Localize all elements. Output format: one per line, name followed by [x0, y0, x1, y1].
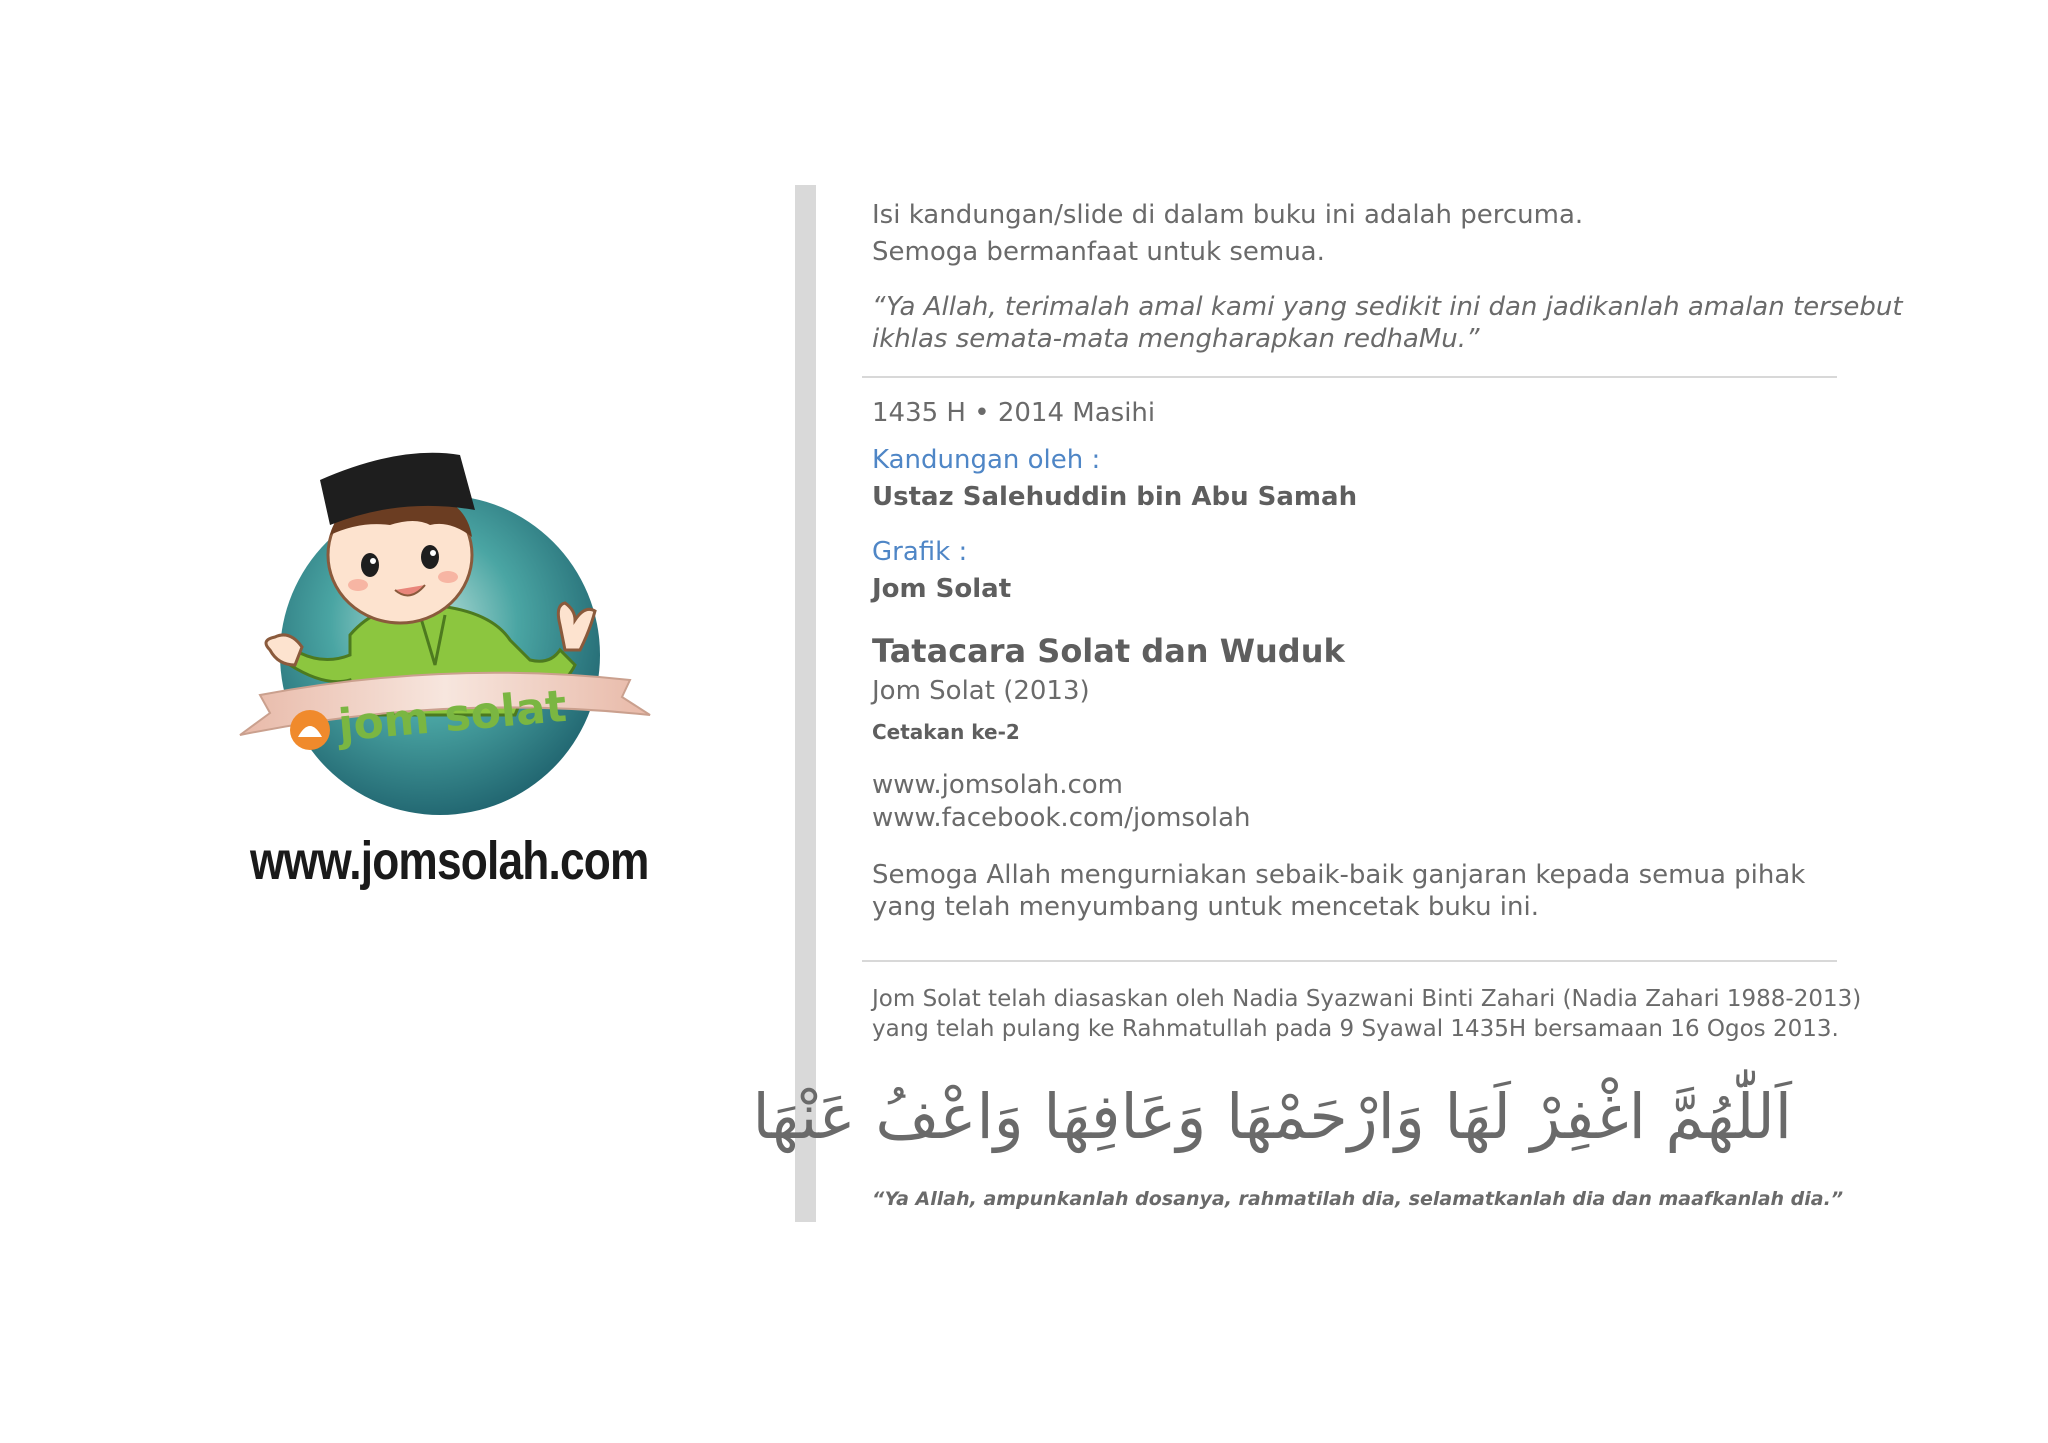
prayer-line-1: “Ya Allah, terimalah amal kami yang sedikit ini dan jadikanlah amalan tersebut	[872, 292, 1903, 322]
arabic-dua: اَللّٰهُمَّ اغْفِرْ لَهَا وَارْحَمْهَا وَعَافِهَا وَاعْفُ عَنْهَا	[752, 1080, 1792, 1153]
founder-line-2: yang telah pulang ke Rahmatullah pada 9 Syawal 1435H bersamaan 16 Ogos 2013.	[872, 1016, 1839, 1042]
dua-translation: “Ya Allah, ampunkanlah dosanya, rahmatilah dia, selamatkanlah dia dan maafkanlah dia.”	[872, 1188, 1844, 1210]
intro-line-1: Isi kandungan/slide di dalam buku ini adalah percuma.	[872, 200, 1584, 230]
graphic-label: Grafik :	[872, 537, 968, 567]
book-edition: Cetakan ke-2	[872, 720, 1020, 744]
book-publisher: Jom Solat (2013)	[872, 676, 1090, 706]
website-link[interactable]: www.jomsolah.com	[872, 770, 1124, 800]
jom-solat-mascot-logo	[230, 425, 660, 825]
content-label: Kandungan oleh :	[872, 445, 1101, 475]
brand-text: jom solat	[336, 680, 569, 752]
left-hand	[266, 635, 302, 665]
graphic-author: Jom Solat	[872, 574, 1012, 604]
founder-line-1: Jom Solat telah diasaskan oleh Nadia Syazwani Binti Zahari (Nadia Zahari 1988-2013)	[872, 986, 1862, 1012]
book-title: Tatacara Solat dan Wuduk	[872, 632, 1345, 670]
section-rule-2	[862, 960, 1837, 962]
year-line: 1435 H • 2014 Masihi	[872, 398, 1156, 428]
facebook-link[interactable]: www.facebook.com/jomsolah	[872, 803, 1251, 833]
content-author: Ustaz Salehuddin bin Abu Samah	[872, 482, 1358, 512]
prayer-line-2: ikhlas semata-mata mengharapkan redhaMu.”	[872, 324, 1480, 354]
blessing-line-1: Semoga Allah mengurniakan sebaik-baik ganjaran kepada semua pihak	[872, 860, 1806, 890]
blessing-line-2: yang telah menyumbang untuk mencetak buku ini.	[872, 892, 1539, 922]
right-eye	[421, 545, 439, 569]
section-rule-1	[862, 376, 1837, 378]
jom-solat-logo	[230, 425, 660, 905]
logo-website[interactable]: www.jomsolah.com	[250, 831, 649, 891]
intro-line-2: Semoga bermanfaat untuk semua.	[872, 237, 1325, 267]
vertical-divider	[795, 185, 816, 1222]
left-eye	[361, 553, 379, 577]
